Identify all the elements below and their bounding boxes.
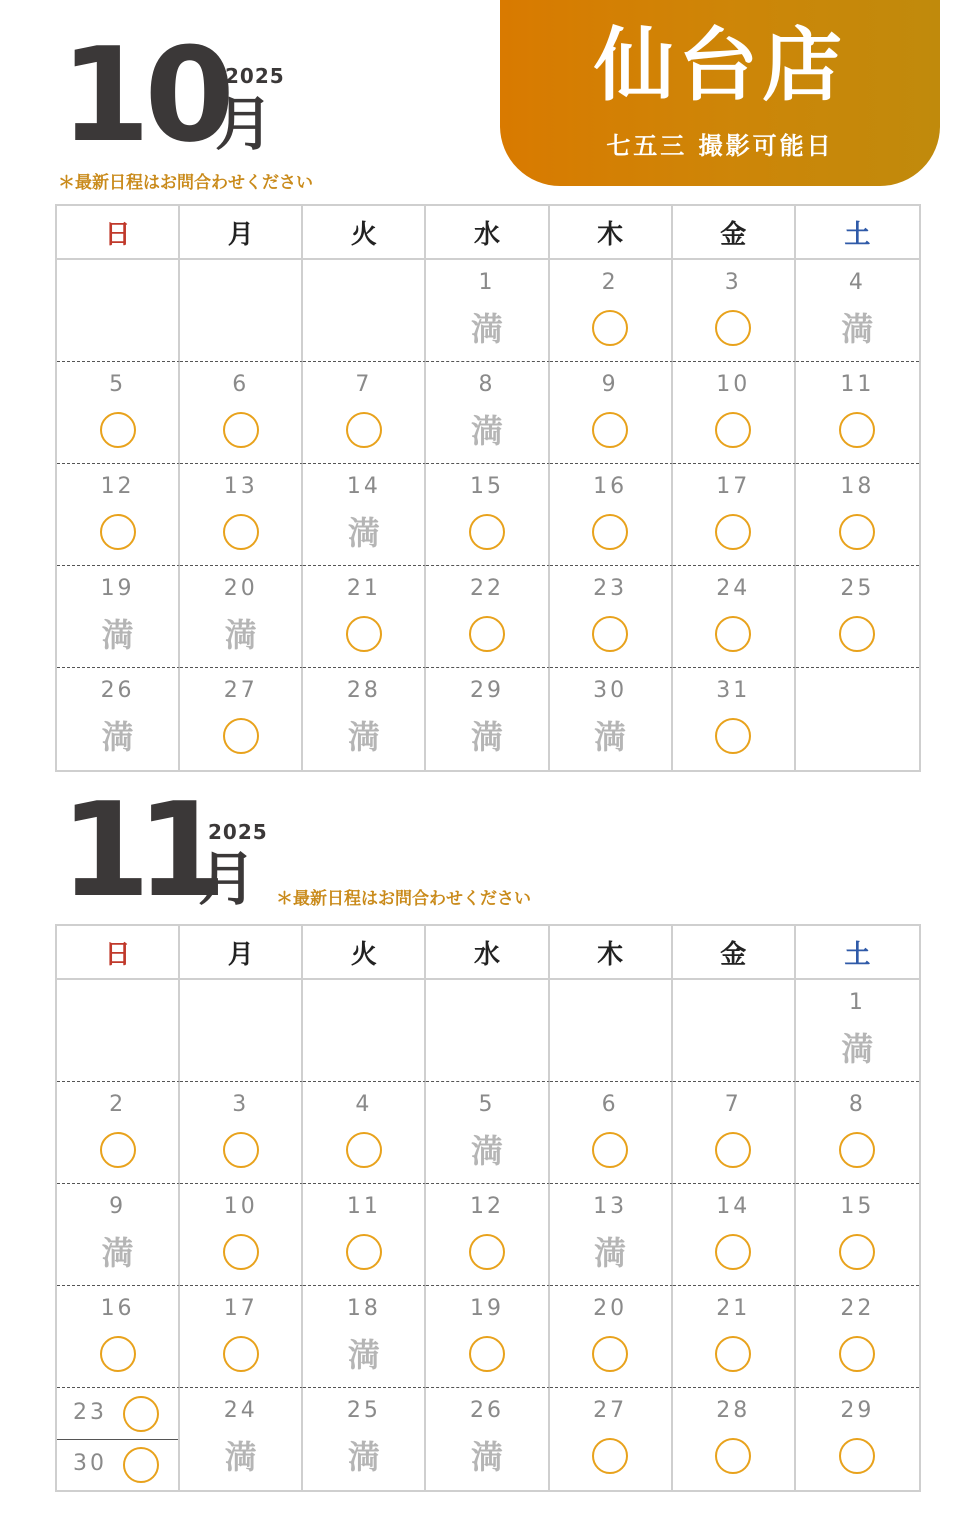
day-number: 23 xyxy=(73,1400,107,1425)
full-status: 満 xyxy=(347,514,380,552)
day-cell xyxy=(303,1388,426,1490)
available-circle-icon xyxy=(100,412,136,448)
available-circle-icon xyxy=(100,1132,136,1168)
available-circle-icon xyxy=(223,718,259,754)
weekday-label: 水 xyxy=(426,926,549,978)
available-circle-icon xyxy=(715,616,751,652)
full-status: 満 xyxy=(594,1234,627,1272)
day-cell xyxy=(57,668,180,770)
day-cell xyxy=(426,1184,549,1286)
full-status: 満 xyxy=(841,1030,874,1068)
day-number: 2 xyxy=(601,270,619,295)
day-cell xyxy=(796,260,919,362)
october-month-number: 10 xyxy=(60,19,229,171)
october-note: ＊最新日程はお問合わせください xyxy=(58,173,313,193)
available-circle-icon xyxy=(715,310,751,346)
full-status: 満 xyxy=(470,310,503,348)
day-cell xyxy=(180,1184,303,1286)
available-circle-icon xyxy=(592,1336,628,1372)
day-number: 9 xyxy=(601,372,619,397)
day-number: 16 xyxy=(593,474,628,499)
available-circle-icon xyxy=(592,514,628,550)
day-number: 29 xyxy=(840,1398,875,1423)
available-circle-icon xyxy=(592,310,628,346)
day-number: 13 xyxy=(223,474,258,499)
day-number: 30 xyxy=(593,678,628,703)
day-number: 19 xyxy=(100,576,135,601)
available-circle-icon xyxy=(715,412,751,448)
day-number: 3 xyxy=(724,270,742,295)
day-cell xyxy=(180,668,303,770)
day-number: 27 xyxy=(223,678,258,703)
available-circle-icon xyxy=(592,412,628,448)
day-cell xyxy=(673,1388,796,1490)
empty-day-cell xyxy=(180,260,303,362)
day-cell xyxy=(303,668,426,770)
day-cell xyxy=(57,464,180,566)
available-circle-icon xyxy=(123,1447,159,1483)
store-badge xyxy=(500,0,940,186)
empty-day-cell xyxy=(550,980,673,1082)
full-status: 満 xyxy=(594,718,627,756)
day-number: 2 xyxy=(109,1092,127,1117)
available-circle-icon xyxy=(346,412,382,448)
full-status: 満 xyxy=(347,1336,380,1374)
day-number: 12 xyxy=(100,474,135,499)
available-circle-icon xyxy=(839,514,875,550)
available-circle-icon xyxy=(715,1234,751,1270)
weekday-label: 金 xyxy=(673,206,796,258)
day-cell xyxy=(796,1184,919,1286)
day-number: 18 xyxy=(346,1296,381,1321)
day-cell xyxy=(550,1082,673,1184)
day-cell xyxy=(303,1286,426,1388)
available-circle-icon xyxy=(100,1336,136,1372)
day-cell xyxy=(796,1388,919,1490)
full-status: 満 xyxy=(347,718,380,756)
full-status: 満 xyxy=(101,718,134,756)
day-number: 30 xyxy=(73,1451,107,1476)
day-cell xyxy=(673,260,796,362)
day-cell xyxy=(550,566,673,668)
weekday-label: 火 xyxy=(303,206,426,258)
day-cell xyxy=(796,1286,919,1388)
empty-day-cell xyxy=(303,260,426,362)
full-status: 満 xyxy=(470,1438,503,1476)
available-circle-icon xyxy=(839,412,875,448)
day-number: 10 xyxy=(223,1194,258,1219)
full-status: 満 xyxy=(470,412,503,450)
day-number: 31 xyxy=(716,678,751,703)
november-calendar xyxy=(55,924,921,1492)
weekday-label: 金 xyxy=(673,926,796,978)
day-number: 3 xyxy=(232,1092,250,1117)
day-number: 25 xyxy=(840,576,875,601)
day-cell xyxy=(426,260,549,362)
available-circle-icon xyxy=(715,1132,751,1168)
weekday-label: 土 xyxy=(844,219,871,250)
day-cell xyxy=(303,1184,426,1286)
day-cell xyxy=(550,464,673,566)
day-number: 14 xyxy=(346,474,381,499)
available-circle-icon xyxy=(839,1438,875,1474)
day-number: 20 xyxy=(593,1296,628,1321)
day-cell xyxy=(180,464,303,566)
day-number: 29 xyxy=(469,678,504,703)
day-number: 28 xyxy=(346,678,381,703)
day-cell xyxy=(303,464,426,566)
available-circle-icon xyxy=(592,616,628,652)
full-status: 満 xyxy=(101,1234,134,1272)
day-cell xyxy=(796,980,919,1082)
weekday-label: 日 xyxy=(57,926,180,978)
day-cell xyxy=(57,1388,178,1440)
day-cell xyxy=(426,464,549,566)
day-cell xyxy=(57,1082,180,1184)
day-cell xyxy=(796,566,919,668)
day-cell xyxy=(796,362,919,464)
day-cell xyxy=(57,362,180,464)
october-month-label: 月 xyxy=(215,90,274,158)
day-number: 1 xyxy=(478,270,496,295)
full-status: 満 xyxy=(101,616,134,654)
available-circle-icon xyxy=(839,1234,875,1270)
day-number: 8 xyxy=(848,1092,866,1117)
empty-day-cell xyxy=(57,260,180,362)
available-circle-icon xyxy=(223,1234,259,1270)
store-name: 仙台店 xyxy=(594,19,846,112)
weekday-label: 土 xyxy=(844,939,871,970)
day-number: 18 xyxy=(840,474,875,499)
day-number: 1 xyxy=(848,990,866,1015)
day-cell xyxy=(550,1388,673,1490)
day-cell xyxy=(180,1082,303,1184)
day-number: 11 xyxy=(346,1194,381,1219)
weekday-label: 火 xyxy=(303,926,426,978)
day-cell xyxy=(673,464,796,566)
day-cell xyxy=(426,668,549,770)
day-cell xyxy=(796,1082,919,1184)
weekday-header xyxy=(57,926,919,980)
day-number: 21 xyxy=(346,576,381,601)
available-circle-icon xyxy=(715,1336,751,1372)
available-circle-icon xyxy=(715,718,751,754)
calendar-grid xyxy=(57,980,919,1490)
day-number: 8 xyxy=(478,372,496,397)
day-number: 24 xyxy=(223,1398,258,1423)
available-circle-icon xyxy=(346,616,382,652)
available-circle-icon xyxy=(123,1396,159,1432)
day-number: 21 xyxy=(716,1296,751,1321)
day-number: 15 xyxy=(469,474,504,499)
available-circle-icon xyxy=(839,1132,875,1168)
full-status: 満 xyxy=(470,1132,503,1170)
day-cell xyxy=(673,566,796,668)
day-number: 9 xyxy=(109,1194,127,1219)
available-circle-icon xyxy=(346,1234,382,1270)
weekday-label: 日 xyxy=(57,206,180,258)
day-cell xyxy=(180,1388,303,1490)
day-number: 7 xyxy=(355,372,373,397)
weekday-label: 木 xyxy=(550,206,673,258)
day-cell xyxy=(550,668,673,770)
day-number: 7 xyxy=(724,1092,742,1117)
day-number: 12 xyxy=(469,1194,504,1219)
full-status: 満 xyxy=(224,1438,257,1476)
empty-day-cell xyxy=(303,980,426,1082)
day-number: 4 xyxy=(848,270,866,295)
day-cell xyxy=(426,362,549,464)
day-number: 13 xyxy=(593,1194,628,1219)
empty-day-cell xyxy=(673,980,796,1082)
day-number: 10 xyxy=(716,372,751,397)
day-cell xyxy=(57,1184,180,1286)
store-subtitle: 七五三 撮影可能日 xyxy=(606,132,834,160)
day-number: 23 xyxy=(593,576,628,601)
day-cell xyxy=(673,1286,796,1388)
calendar-grid xyxy=(57,260,919,770)
day-number: 15 xyxy=(840,1194,875,1219)
day-number: 5 xyxy=(109,372,127,397)
full-status: 満 xyxy=(841,310,874,348)
day-number: 4 xyxy=(355,1092,373,1117)
day-cell xyxy=(673,362,796,464)
november-month-number: 11 xyxy=(60,774,213,926)
day-cell xyxy=(180,362,303,464)
november-month-label: 月 xyxy=(198,845,257,913)
november-year: 2025 xyxy=(208,820,268,844)
empty-day-cell xyxy=(426,980,549,1082)
day-number: 16 xyxy=(100,1296,135,1321)
day-cell xyxy=(796,464,919,566)
day-number: 22 xyxy=(840,1296,875,1321)
day-cell xyxy=(550,260,673,362)
full-status: 満 xyxy=(347,1438,380,1476)
available-circle-icon xyxy=(715,514,751,550)
empty-day-cell xyxy=(57,980,180,1082)
available-circle-icon xyxy=(839,616,875,652)
weekday-label: 月 xyxy=(180,926,303,978)
day-cell xyxy=(426,1388,549,1490)
day-cell xyxy=(426,1082,549,1184)
day-number: 28 xyxy=(716,1398,751,1423)
day-cell xyxy=(303,1082,426,1184)
available-circle-icon xyxy=(223,1132,259,1168)
available-circle-icon xyxy=(592,1132,628,1168)
day-cell xyxy=(673,668,796,770)
available-circle-icon xyxy=(346,1132,382,1168)
day-cell xyxy=(673,1184,796,1286)
available-circle-icon xyxy=(100,514,136,550)
day-cell xyxy=(550,1286,673,1388)
day-number: 26 xyxy=(469,1398,504,1423)
weekday-header xyxy=(57,206,919,260)
november-note: ＊最新日程はお問合わせください xyxy=(276,889,531,909)
day-number: 20 xyxy=(223,576,258,601)
available-circle-icon xyxy=(592,1438,628,1474)
available-circle-icon xyxy=(223,514,259,550)
day-number: 27 xyxy=(593,1398,628,1423)
day-cell xyxy=(180,1286,303,1388)
empty-day-cell xyxy=(796,668,919,770)
day-number: 26 xyxy=(100,678,135,703)
day-number: 6 xyxy=(232,372,250,397)
october-year: 2025 xyxy=(225,64,285,88)
available-circle-icon xyxy=(839,1336,875,1372)
day-number: 11 xyxy=(840,372,875,397)
day-cell xyxy=(673,1082,796,1184)
day-cell xyxy=(550,362,673,464)
available-circle-icon xyxy=(223,412,259,448)
available-circle-icon xyxy=(715,1438,751,1474)
day-number: 17 xyxy=(716,474,751,499)
weekday-label: 月 xyxy=(180,206,303,258)
full-status: 満 xyxy=(470,718,503,756)
october-calendar xyxy=(55,204,921,772)
day-cell xyxy=(57,1286,180,1388)
day-number: 14 xyxy=(716,1194,751,1219)
day-cell-split xyxy=(57,1388,180,1490)
day-number: 24 xyxy=(716,576,751,601)
day-cell xyxy=(57,1439,178,1490)
weekday-label: 水 xyxy=(426,206,549,258)
full-status: 満 xyxy=(224,616,257,654)
empty-day-cell xyxy=(180,980,303,1082)
day-number: 6 xyxy=(601,1092,619,1117)
available-circle-icon xyxy=(469,1234,505,1270)
day-cell xyxy=(303,362,426,464)
day-cell xyxy=(426,566,549,668)
day-cell xyxy=(426,1286,549,1388)
day-cell xyxy=(180,566,303,668)
day-cell xyxy=(57,566,180,668)
available-circle-icon xyxy=(223,1336,259,1372)
day-cell xyxy=(303,566,426,668)
day-number: 5 xyxy=(478,1092,496,1117)
day-cell xyxy=(550,1184,673,1286)
day-number: 17 xyxy=(223,1296,258,1321)
available-circle-icon xyxy=(469,1336,505,1372)
day-number: 19 xyxy=(469,1296,504,1321)
day-number: 25 xyxy=(346,1398,381,1423)
weekday-label: 木 xyxy=(550,926,673,978)
day-number: 22 xyxy=(469,576,504,601)
available-circle-icon xyxy=(469,616,505,652)
available-circle-icon xyxy=(469,514,505,550)
